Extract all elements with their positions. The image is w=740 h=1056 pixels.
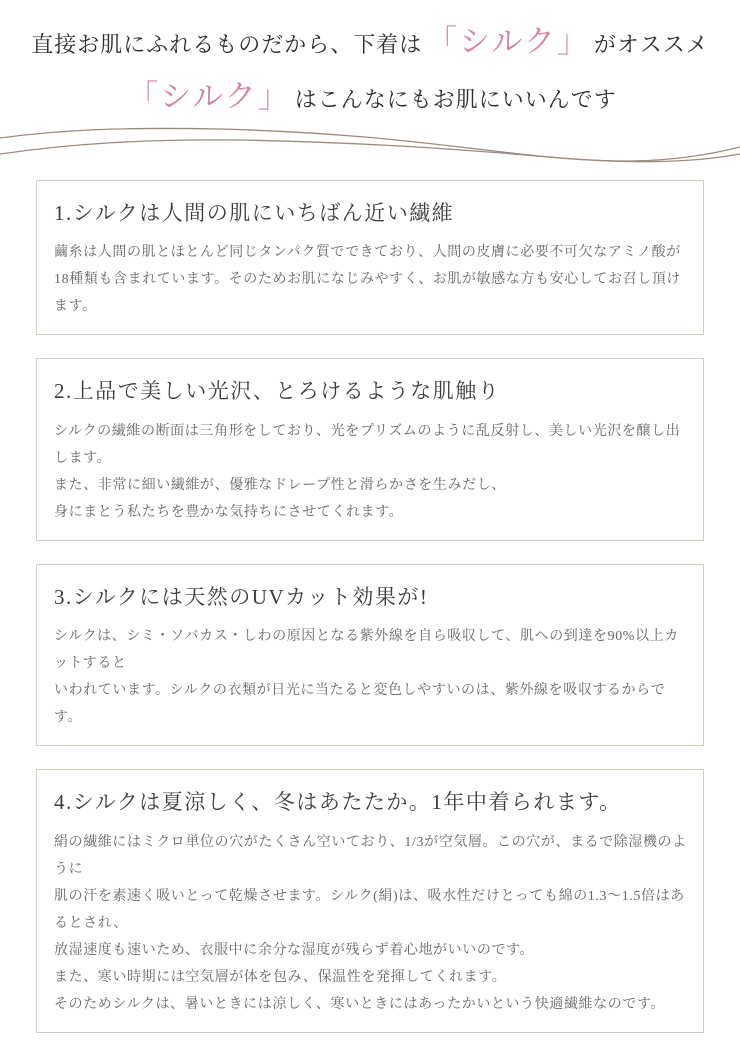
header-line1-pre: 直接お肌にふれるものだから、下着は <box>31 32 423 57</box>
feature-body-1 <box>54 239 687 320</box>
silk-highlight-1: 「シルク」 <box>426 24 590 59</box>
feature-box-1 <box>36 180 704 335</box>
feature-body-4 <box>54 829 687 1018</box>
header-line-1 <box>0 16 740 61</box>
feature-body-line: また、非常に細い繊維が、優雅なドレープ性と滑らかさを生みだし、 <box>54 477 506 493</box>
feature-body-line: 放湿速度も速いため、衣服中に余分な湿度が残らず着心地がいいのです。 <box>54 942 535 958</box>
feature-body-line: そのためシルクは、暑いときには涼しく、寒いときにはあったかいという快適繊維なのです。 <box>54 996 666 1012</box>
feature-body-line: シルクの繊維の断面は三角形をしており、光をプリズムのように乱反射し、美しい光沢を醸し出します。 <box>54 423 681 466</box>
feature-body-line: シルクは、シミ・ソバカス・しわの原因となる紫外線を自ら吸収して、肌への到達を90%以上カットすると <box>54 629 679 672</box>
header-line1-post: がオススメ <box>593 32 709 57</box>
feature-body-line: 絹の繊維にはミクロ単位の穴がたくさん空いており、1/3が空気層。この穴が、まるで除湿機のように <box>54 834 687 877</box>
feature-body-line: 繭糸は人間の肌とほとんど同じタンパク質でできており、人間の皮膚に必要不可欠なアミノ酸が <box>54 245 681 261</box>
feature-body-3 <box>54 623 687 731</box>
header-line2-post: はこんなにもお肌にいいんです <box>294 87 617 112</box>
feature-body-line: 肌の汗を素速く吸いとって乾燥させます。シルク(絹)は、吸水性だけとっても綿の1.3〜1.5倍はあるとされ、 <box>54 888 685 931</box>
feature-body-line: いわれています。シルクの衣類が日光に当たると変色しやすいのは、紫外線を吸収するからです。 <box>54 683 666 726</box>
header-line-2 <box>0 71 740 116</box>
wavy-line-lower <box>0 140 740 162</box>
feature-title-1: 1.シルクは人間の肌にいちばん近い繊維 <box>54 201 455 225</box>
feature-body-line: また、寒い時期には空気層が体を包み、保温性を発揮してくれます。 <box>54 969 507 985</box>
wavy-divider <box>0 120 740 178</box>
silk-highlight-2: 「シルク」 <box>127 79 291 114</box>
wavy-divider-svg <box>0 120 740 178</box>
feature-body-2 <box>54 418 687 526</box>
feature-title-2: 2.上品で美しい光沢、とろけるような肌触り <box>54 379 501 404</box>
feature-box-3 <box>36 564 704 746</box>
feature-list <box>0 178 740 1033</box>
page-header <box>0 0 740 116</box>
feature-title-4: 4.シルクは夏涼しく、冬はあたたか。1年中着られます。 <box>54 790 622 815</box>
feature-title-3: 3.シルクには天然のUVカット効果が! <box>54 584 429 609</box>
feature-box-4 <box>36 769 704 1032</box>
feature-body-line: 18種類も含まれています。そのためお肌になじみやすく、お肌が敏感な方も安心してお召し頂けます。 <box>54 272 681 315</box>
feature-box-2 <box>36 358 704 540</box>
feature-body-line: 身にまとう私たちを豊かな気持ちにさせてくれます。 <box>54 504 404 520</box>
